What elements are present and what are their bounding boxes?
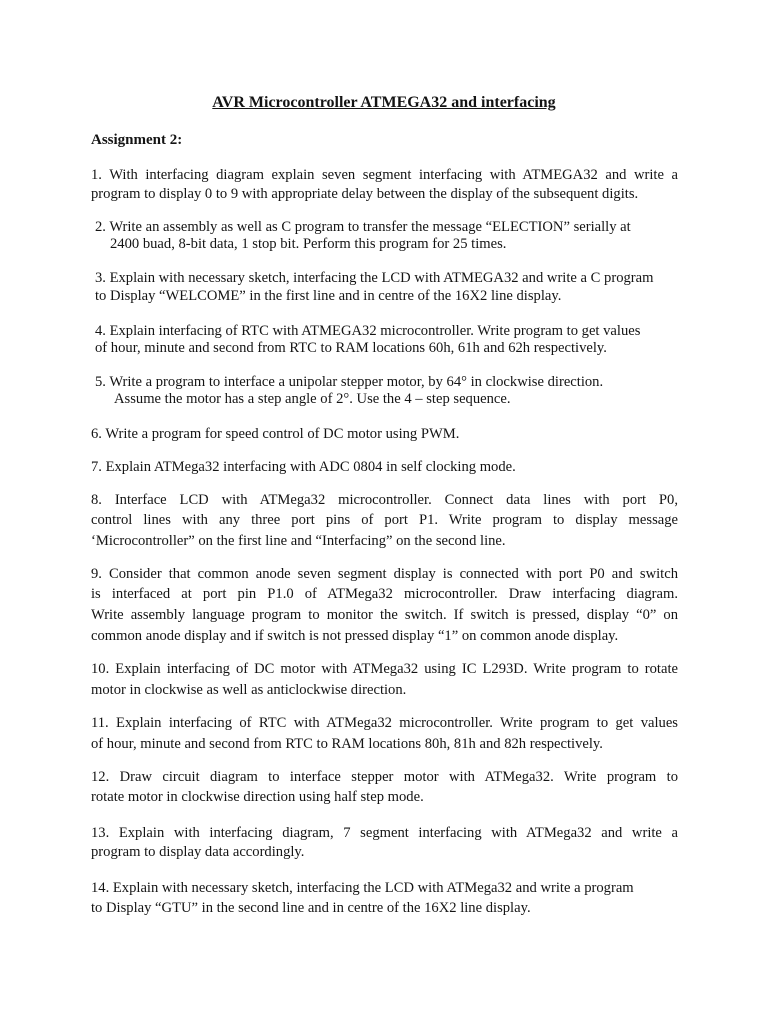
question-5-line-2: Assume the motor has a step angle of 2°. Use the 4 – step sequence. (114, 391, 511, 407)
question-2-line-2: 2400 buad, 8-bit data, 1 stop bit. Perform this program for 25 times. (110, 236, 507, 252)
question-12-line-2: rotate motor in clockwise direction using half step mode. (91, 789, 424, 805)
question-9-line-1: 9. Consider that common anode seven segment display is connected with port P0 and switch (91, 566, 678, 582)
question-7-line-1: 7. Explain ATMega32 interfacing with ADC 0804 in self clocking mode. (91, 459, 516, 475)
question-11-line-2: of hour, minute and second from RTC to RAM locations 80h, 81h and 82h respectively. (91, 736, 603, 752)
question-11-line-1: 11. Explain interfacing of RTC with ATMega32 microcontroller. Write program to get values (91, 715, 678, 731)
question-6-line-1: 6. Write a program for speed control of DC motor using PWM. (91, 426, 460, 442)
page-title: AVR Microcontroller ATMEGA32 and interfacing (212, 94, 556, 111)
question-5-line-1: 5. Write a program to interface a unipolar stepper motor, by 64° in clockwise direction. (95, 374, 604, 390)
question-14-line-1: 14. Explain with necessary sketch, interfacing the LCD with ATMega32 and write a program (91, 880, 634, 896)
question-13-line-2: program to display data accordingly. (91, 844, 305, 860)
question-13-line-1: 13. Explain with interfacing diagram, 7 segment interfacing with ATMega32 and write a (91, 825, 678, 841)
question-3-line-2: to Display “WELCOME” in the first line and in centre of the 16X2 line display. (95, 288, 562, 304)
question-9-line-4: common anode display and if switch is not pressed display “1” on common anode display. (91, 628, 619, 644)
question-1-line-2: program to display 0 to 9 with appropriate delay between the display of the subsequent digits. (91, 186, 639, 202)
question-4-line-1: 4. Explain interfacing of RTC with ATMEGA32 microcontroller. Write program to get values (95, 323, 641, 339)
question-8-line-1: 8. Interface LCD with ATMega32 microcontroller. Connect data lines with port P0, (91, 492, 678, 508)
question-9-line-3: Write assembly language program to monitor the switch. If switch is pressed, display “0” on (91, 607, 678, 623)
question-10-line-1: 10. Explain interfacing of DC motor with ATMega32 using IC L293D. Write program to rotate (91, 661, 678, 677)
question-8-line-3: ‘Microcontroller” on the first line and “Interfacing” on the second line. (91, 533, 506, 549)
question-8-line-2: control lines with any three port pins of port P1. Write program to display message (91, 512, 678, 528)
question-12-line-1: 12. Draw circuit diagram to interface stepper motor with ATMega32. Write program to (91, 769, 678, 785)
question-4-line-2: of hour, minute and second from RTC to RAM locations 60h, 61h and 62h respectively. (95, 340, 607, 356)
question-14-line-2: to Display “GTU” in the second line and in centre of the 16X2 line display. (91, 900, 531, 916)
question-2-line-1: 2. Write an assembly as well as C program to transfer the message “ELECTION” serially at (95, 219, 631, 235)
question-10-line-2: motor in clockwise as well as anticlockwise direction. (91, 682, 407, 698)
assignment-heading: Assignment 2: (91, 132, 183, 148)
question-3-line-1: 3. Explain with necessary sketch, interfacing the LCD with ATMEGA32 and write a C program (95, 270, 654, 286)
question-1-line-1: 1. With interfacing diagram explain seven segment interfacing with ATMEGA32 and write a (91, 167, 678, 183)
question-9-line-2: is interfaced at port pin P1.0 of ATMega32 microcontroller. Draw interfacing diagram. (91, 586, 678, 602)
